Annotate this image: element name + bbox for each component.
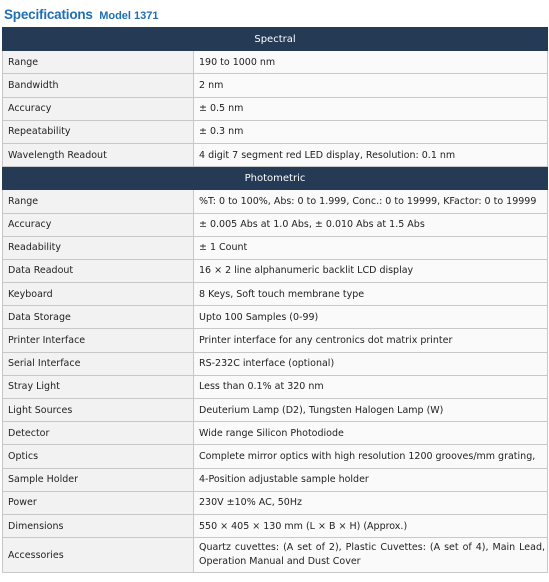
spec-row-photometric-power bbox=[3, 491, 548, 514]
spec-row-photometric-stray-light bbox=[3, 375, 548, 398]
spec-row-spectral-bandwidth bbox=[3, 74, 548, 97]
spec-row-photometric-optics bbox=[3, 445, 548, 468]
spec-row-photometric-data-storage bbox=[3, 306, 548, 329]
spec-row-photometric-serial-interface bbox=[3, 352, 548, 375]
spec-label: Printer Interface bbox=[3, 329, 194, 352]
spec-label: Light Sources bbox=[3, 399, 194, 422]
page-title bbox=[4, 6, 159, 24]
spec-label: Wavelength Readout bbox=[3, 143, 194, 166]
spec-value: Deuterium Lamp (D2), Tungsten Halogen Lamp (W) bbox=[194, 399, 548, 422]
spec-label: Accuracy bbox=[3, 97, 194, 120]
spec-value: Wide range Silicon Photodiode bbox=[194, 422, 548, 445]
specifications-table-body bbox=[3, 28, 548, 573]
spec-label: Accessories bbox=[3, 538, 194, 573]
spec-value: ± 0.5 nm bbox=[194, 97, 548, 120]
spec-value: Upto 100 Samples (0-99) bbox=[194, 306, 548, 329]
spec-value: Printer interface for any centronics dot matrix printer bbox=[194, 329, 548, 352]
spec-value: 230V ±10% AC, 50Hz bbox=[194, 491, 548, 514]
spec-label: Repeatability bbox=[3, 120, 194, 143]
spec-value: 190 to 1000 nm bbox=[194, 51, 548, 74]
spec-value: 550 × 405 × 130 mm (L × B × H) (Approx.) bbox=[194, 514, 548, 537]
spec-label: Dimensions bbox=[3, 514, 194, 537]
spec-value: 16 × 2 line alphanumeric backlit LCD display bbox=[194, 259, 548, 282]
spec-label: Optics bbox=[3, 445, 194, 468]
section-header-spectral bbox=[3, 28, 548, 51]
specifications-table bbox=[2, 27, 548, 573]
spec-row-photometric-accessories bbox=[3, 538, 548, 573]
spec-value: Less than 0.1% at 320 nm bbox=[194, 375, 548, 398]
spec-label: Range bbox=[3, 190, 194, 213]
spec-label: Range bbox=[3, 51, 194, 74]
spec-label: Bandwidth bbox=[3, 74, 194, 97]
spec-label: Power bbox=[3, 491, 194, 514]
spec-label: Readability bbox=[3, 236, 194, 259]
spec-value: %T: 0 to 100%, Abs: 0 to 1.999, Conc.: 0 to 19999, KFactor: 0 to 19999 bbox=[194, 190, 548, 213]
spec-label: Serial Interface bbox=[3, 352, 194, 375]
spec-value: 4-Position adjustable sample holder bbox=[194, 468, 548, 491]
spec-row-photometric-range bbox=[3, 190, 548, 213]
spec-row-photometric-accuracy bbox=[3, 213, 548, 236]
spec-label: Sample Holder bbox=[3, 468, 194, 491]
spec-label: Keyboard bbox=[3, 283, 194, 306]
spec-row-photometric-keyboard bbox=[3, 283, 548, 306]
spec-row-photometric-sample-holder bbox=[3, 468, 548, 491]
section-header-photometric bbox=[3, 167, 548, 190]
spec-value: Quartz cuvettes: (A set of 2), Plastic Cuvettes: (A set of 4), Main Lead, Operation Manual and Dust Cover bbox=[194, 538, 548, 573]
spec-row-spectral-repeatability bbox=[3, 120, 548, 143]
spec-label: Data Storage bbox=[3, 306, 194, 329]
spec-value: Complete mirror optics with high resolution 1200 grooves/mm grating, bbox=[194, 445, 548, 468]
spec-value: ± 1 Count bbox=[194, 236, 548, 259]
spec-label: Data Readout bbox=[3, 259, 194, 282]
spec-label: Accuracy bbox=[3, 213, 194, 236]
spec-value: ± 0.3 nm bbox=[194, 120, 548, 143]
spec-row-photometric-readability bbox=[3, 236, 548, 259]
section-heading: Spectral bbox=[3, 28, 548, 51]
spec-label: Detector bbox=[3, 422, 194, 445]
page-title-main: Specifications bbox=[4, 7, 93, 22]
section-heading: Photometric bbox=[3, 167, 548, 190]
model-label: Model 1371 bbox=[99, 10, 159, 22]
spec-row-photometric-dimensions bbox=[3, 514, 548, 537]
spec-row-photometric-detector bbox=[3, 422, 548, 445]
spec-value: 8 Keys, Soft touch membrane type bbox=[194, 283, 548, 306]
spec-row-photometric-light-sources bbox=[3, 399, 548, 422]
spec-row-photometric-data-readout bbox=[3, 259, 548, 282]
spec-row-spectral-wavelength-readout bbox=[3, 143, 548, 166]
spec-row-spectral-range bbox=[3, 51, 548, 74]
spec-row-photometric-printer-interface bbox=[3, 329, 548, 352]
spec-value: 2 nm bbox=[194, 74, 548, 97]
spec-value: RS-232C interface (optional) bbox=[194, 352, 548, 375]
spec-label: Stray Light bbox=[3, 375, 194, 398]
spec-value: ± 0.005 Abs at 1.0 Abs, ± 0.010 Abs at 1.5 Abs bbox=[194, 213, 548, 236]
spec-row-spectral-accuracy bbox=[3, 97, 548, 120]
spec-value: 4 digit 7 segment red LED display, Resolution: 0.1 nm bbox=[194, 143, 548, 166]
